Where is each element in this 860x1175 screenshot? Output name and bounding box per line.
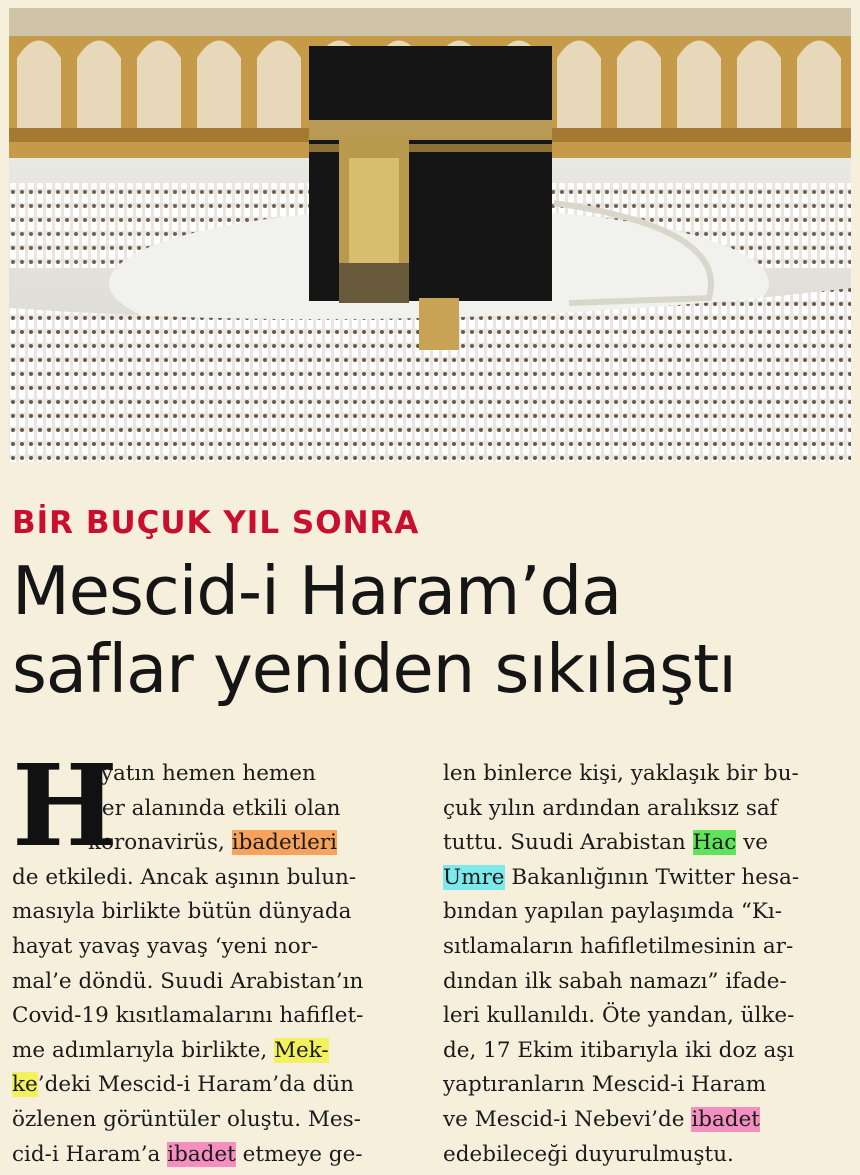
body-text-segment: cid-i Haram’a	[12, 1141, 168, 1167]
kaaba-photo-illustration	[9, 8, 851, 462]
body-text-segment: bından yapılan paylaşımda “Kı-	[443, 899, 783, 925]
body-text-line	[12, 1103, 427, 1138]
body-text-segment: me adımlarıyla birlikte,	[12, 1037, 275, 1063]
headline-line-2: saflar yeniden sıkılaştı	[12, 630, 736, 708]
body-text-line	[443, 861, 853, 896]
body-text-line	[12, 999, 427, 1034]
highlighted-term: ibadet	[691, 1106, 760, 1132]
article-column-left	[12, 741, 427, 1172]
body-text-line	[443, 1103, 853, 1138]
body-text-line	[443, 757, 853, 792]
body-text-segment: özlenen görüntüler oluştu. Mes-	[12, 1106, 361, 1132]
body-text-segment: ’deki Mescid-i Haram’da dün	[37, 1072, 355, 1098]
body-text-segment: tuttu. Suudi Arabistan	[443, 830, 693, 856]
body-text-segment: dından ilk sabah namazı” ifade-	[443, 968, 787, 994]
body-text-segment: len binlerce kişi, yaklaşık bir bu-	[443, 761, 799, 786]
body-text-segment: sıtlamaların hafifletilmesinin ar-	[443, 933, 794, 959]
body-text-segment: mal’e döndü. Suudi Arabistan’ın	[12, 968, 364, 994]
body-text-segment: etmeye ge-	[235, 1141, 363, 1167]
body-text-line	[12, 1034, 427, 1069]
highlighted-term: Hac	[692, 830, 737, 856]
kicker: BİR BUÇUK YIL SONRA	[12, 505, 420, 541]
headline	[12, 552, 852, 708]
body-text-segment: çuk yılın ardından aralıksız saf	[443, 795, 778, 821]
body-text-line	[443, 999, 853, 1034]
body-text-segment: edebileceği duyurulmuştu.	[443, 1141, 734, 1167]
highlighted-term: ibadetleri	[231, 830, 338, 856]
body-text-segment: yaptıranların Mescid-i Haram	[443, 1072, 767, 1098]
body-text-segment: ayatın hemen hemen	[88, 761, 316, 786]
body-text-segment: koronavirüs,	[88, 830, 232, 856]
headline-line-1: Mescid-i Haram’da	[12, 552, 622, 630]
body-text-line	[443, 895, 853, 930]
body-text-segment: ve	[736, 830, 768, 856]
body-text-segment: hayat yavaş yavaş ‘yeni nor-	[12, 933, 319, 959]
body-text-segment: masıyla birlikte bütün dünyada	[12, 899, 352, 925]
body-text-segment: de etkiledi. Ancak aşının bulun-	[12, 864, 357, 890]
highlighted-term: ibadet	[167, 1141, 236, 1167]
body-text-line	[12, 895, 427, 930]
drop-cap: H	[12, 741, 118, 872]
body-text-line	[12, 930, 427, 965]
body-text-segment: leri kullanıldı. Öte yandan, ülke-	[443, 1003, 795, 1029]
body-text-line	[443, 930, 853, 965]
body-text-line	[12, 1068, 427, 1103]
body-text-line	[443, 792, 853, 827]
kaaba-photo	[9, 8, 851, 462]
body-text-line	[443, 1138, 853, 1173]
highlighted-term: Mek-	[274, 1037, 329, 1063]
body-text-segment: ve Mescid-i Nebevi’de	[443, 1106, 692, 1132]
article-column-right	[443, 757, 853, 1172]
body-text-line	[443, 1034, 853, 1069]
body-text-line	[12, 1138, 427, 1173]
highlighted-term: ke	[12, 1072, 38, 1098]
body-text-segment: Bakanlığının Twitter hesa-	[504, 864, 800, 890]
body-text-line	[443, 965, 853, 1000]
body-text-segment: her alanında etkili olan	[88, 795, 341, 821]
body-text-line	[443, 826, 853, 861]
body-text-segment: Covid-19 kısıtlamalarını hafiflet-	[12, 1003, 364, 1029]
body-text-line	[443, 1068, 853, 1103]
body-text-segment: de, 17 Ekim itibarıyla iki doz aşı	[443, 1037, 795, 1063]
highlighted-term: Umre	[443, 864, 505, 890]
body-text-line	[12, 965, 427, 1000]
